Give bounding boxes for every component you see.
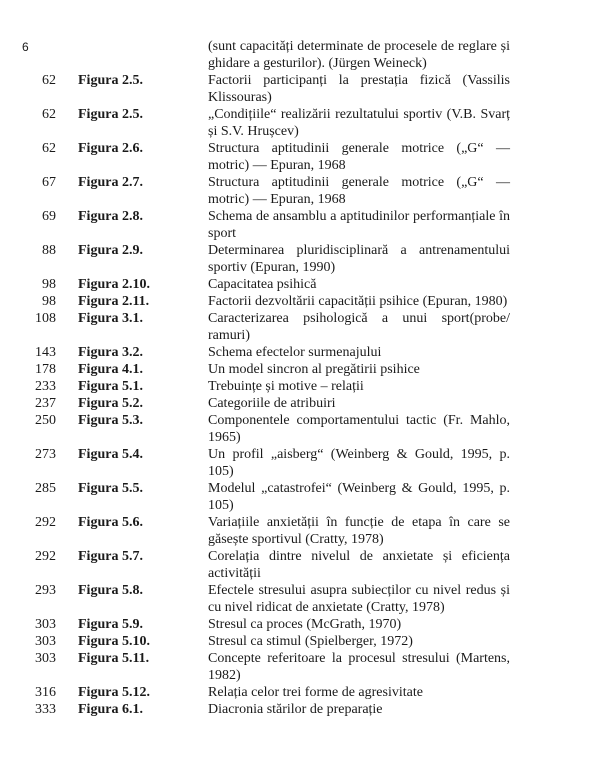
figure-row — [0, 208, 610, 242]
figure-label: Figura 4.1. — [78, 362, 143, 377]
figure-page-number: 250 — [35, 413, 56, 428]
figure-label: Figura 5.3. — [78, 413, 143, 428]
figure-label: Figura 5.12. — [78, 685, 150, 700]
figure-label: Figura 5.11. — [78, 651, 150, 666]
figure-page-number: 292 — [35, 515, 56, 530]
figure-title: „Condițiile“ realizării rezultatului sportiv (V.B. Svarț și S.V. Hrușcev) — [208, 107, 510, 139]
figure-label: Figura 2.5. — [78, 73, 143, 88]
figure-label: Figura 5.7. — [78, 549, 143, 564]
figure-label: Figura 2.5. — [78, 107, 143, 122]
figure-label: Figura 5.5. — [78, 481, 143, 496]
figure-title: Trebuințe și motive – relații — [208, 379, 364, 394]
figure-list — [0, 38, 610, 718]
figure-row — [0, 72, 610, 106]
figure-page-number: 292 — [35, 549, 56, 564]
figure-label: Figura 2.7. — [78, 175, 143, 190]
figure-row — [0, 106, 610, 140]
figure-title: Capacitatea psihică — [208, 277, 317, 292]
figure-row — [0, 174, 610, 208]
figure-label: Figura 5.4. — [78, 447, 143, 462]
figure-label: Figura 5.1. — [78, 379, 143, 394]
figure-page-number: 67 — [42, 175, 56, 190]
figure-title: Un model sincron al pregătirii psihice — [208, 362, 420, 377]
figure-title: Factorii dezvoltării capacității psihice (Epuran, 1980) — [208, 294, 508, 309]
figure-row — [0, 310, 610, 344]
figure-row — [0, 633, 610, 650]
figure-page-number: 303 — [35, 617, 56, 632]
figure-row — [0, 650, 610, 684]
figure-title: Concepte referitoare la procesul stresului (Martens, 1982) — [208, 651, 510, 683]
figure-label: Figura 3.1. — [78, 311, 143, 326]
figure-row — [0, 684, 610, 701]
figure-title: Categoriile de atribuiri — [208, 396, 336, 411]
figure-title: Variațiile anxietății în funcție de etapa în care se găsește sportivul (Cratty, 1978) — [208, 515, 510, 547]
figure-title: Efectele stresului asupra subiecților cu nivel redus și cu nivel ridicat de anxietate (Cratty, 1978) — [208, 583, 510, 615]
figure-page-number: 88 — [42, 243, 56, 258]
intro-row — [0, 38, 610, 72]
figure-page-number: 178 — [35, 362, 56, 377]
figure-title: Schema efectelor surmenajului — [208, 345, 382, 360]
figure-title: Stresul ca proces (McGrath, 1970) — [208, 617, 402, 632]
figure-page-number: 143 — [35, 345, 56, 360]
figure-page-number: 316 — [35, 685, 56, 700]
figure-page-number: 108 — [35, 311, 56, 326]
figure-row — [0, 395, 610, 412]
figure-title: Diacronia stărilor de preparație — [208, 702, 383, 717]
figure-page-number: 333 — [35, 702, 56, 717]
figure-label: Figura 6.1. — [78, 702, 143, 717]
figure-title: Relația celor trei forme de agresivitate — [208, 685, 423, 700]
figure-page-number: 69 — [42, 209, 56, 224]
figure-label: Figura 5.6. — [78, 515, 143, 530]
figure-label: Figura 3.2. — [78, 345, 143, 360]
figure-label: Figura 5.10. — [78, 634, 150, 649]
figure-page-number: 62 — [42, 107, 56, 122]
figure-row — [0, 701, 610, 718]
figure-row — [0, 582, 610, 616]
figure-page-number: 293 — [35, 583, 56, 598]
figure-page-number: 98 — [42, 277, 56, 292]
intro-text: (sunt capacități determinate de procesele de reglare și ghidare a gesturilor). (Jürgen Weineck) — [208, 39, 510, 71]
figure-page-number: 303 — [35, 634, 56, 649]
page-number: 6 — [22, 40, 29, 54]
figure-title: Un profil „aisberg“ (Weinberg & Gould, 1995, p. 105) — [208, 447, 510, 479]
figure-label: Figura 2.9. — [78, 243, 143, 258]
figure-row — [0, 344, 610, 361]
figure-title: Structura aptitudinii generale motrice („G“ — motric) — Epuran, 1968 — [208, 141, 510, 173]
figure-row — [0, 616, 610, 633]
figure-row — [0, 514, 610, 548]
figure-title: Caracterizarea psihologică a unui sport(probe/ ramuri) — [208, 311, 510, 343]
figure-row — [0, 480, 610, 514]
figure-row — [0, 412, 610, 446]
figure-row — [0, 361, 610, 378]
figure-label: Figura 2.10. — [78, 277, 150, 292]
figure-title: Factorii participanți la prestația fizică (Vassilis Klissouras) — [208, 73, 510, 105]
figure-title: Stresul ca stimul (Spielberger, 1972) — [208, 634, 413, 649]
figure-page-number: 303 — [35, 651, 56, 666]
figure-title: Modelul „catastrofei“ (Weinberg & Gould, 1995, p. 105) — [208, 481, 510, 513]
figure-title: Schema de ansamblu a aptitudinilor performanțiale în sport — [208, 209, 510, 241]
figure-row — [0, 242, 610, 276]
figure-page-number: 98 — [42, 294, 56, 309]
figure-row — [0, 293, 610, 310]
figure-row — [0, 140, 610, 174]
figure-row — [0, 276, 610, 293]
figure-label: Figura 5.2. — [78, 396, 143, 411]
figure-title: Componentele comportamentului tactic (Fr. Mahlo, 1965) — [208, 413, 510, 445]
figure-row — [0, 548, 610, 582]
figure-row — [0, 378, 610, 395]
figure-title: Determinarea pluridisciplinară a antrenamentului sportiv (Epuran, 1990) — [208, 243, 510, 275]
figure-page-number: 233 — [35, 379, 56, 394]
figure-label: Figura 2.6. — [78, 141, 143, 156]
figure-label: Figura 2.11. — [78, 294, 150, 309]
figure-label: Figura 5.9. — [78, 617, 143, 632]
figure-page-number: 273 — [35, 447, 56, 462]
figure-label: Figura 2.8. — [78, 209, 143, 224]
figure-page-number: 62 — [42, 73, 56, 88]
figure-row — [0, 446, 610, 480]
figure-title: Corelația dintre nivelul de anxietate și eficiența activității — [208, 549, 510, 581]
figure-page-number: 62 — [42, 141, 56, 156]
figure-page-number: 237 — [35, 396, 56, 411]
figure-page-number: 285 — [35, 481, 56, 496]
figure-title: Structura aptitudinii generale motrice („G“ — motric) — Epuran, 1968 — [208, 175, 510, 207]
figure-label: Figura 5.8. — [78, 583, 143, 598]
